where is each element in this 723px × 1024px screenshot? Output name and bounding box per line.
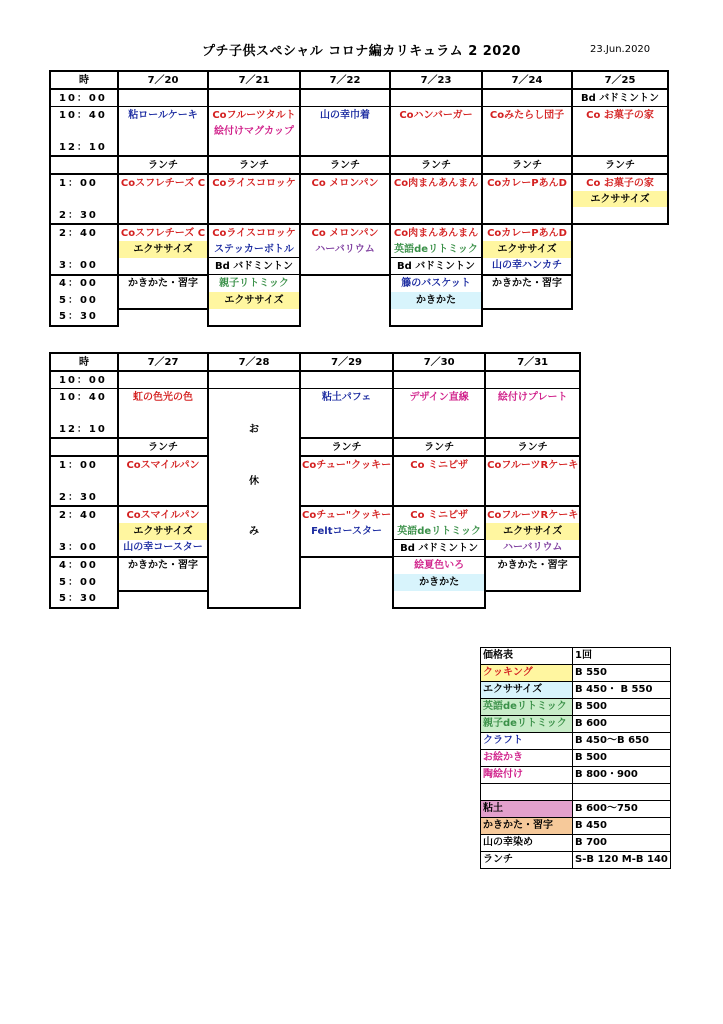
cell: Bd バドミントン bbox=[390, 258, 482, 275]
schedule-week2 bbox=[49, 352, 581, 609]
cell: Co肉まんあんまん bbox=[390, 174, 482, 191]
cell: CoフルーツRケーキ bbox=[485, 506, 580, 523]
cell: Coスマイルパン bbox=[118, 506, 208, 523]
cell: エクササイズ bbox=[118, 241, 208, 258]
price-value: B 600〜750 bbox=[573, 801, 671, 818]
date-header: 7／21 bbox=[208, 71, 300, 89]
cell: Feltコースター bbox=[300, 523, 393, 540]
cell: Coライスコロッケ bbox=[208, 174, 300, 191]
time-label: 12：10 bbox=[50, 421, 118, 438]
cell: デザイン直線 bbox=[393, 389, 485, 406]
time-label: 2：30 bbox=[50, 207, 118, 224]
price-item: 陶絵付け bbox=[481, 767, 573, 784]
cell: かきかた・習字 bbox=[118, 275, 208, 292]
holiday-char: お bbox=[208, 421, 300, 438]
page-title: プチ子供スペシャル コロナ編カリキュラム 2 2020 bbox=[202, 44, 521, 59]
date-header: 7／20 bbox=[118, 71, 208, 89]
cell: Co メロンパン bbox=[300, 224, 390, 241]
time-label: 5：30 bbox=[50, 591, 118, 608]
price-item: ランチ bbox=[481, 852, 573, 869]
cell: 山の幸ハンカチ bbox=[482, 258, 572, 275]
cell: Co お菓子の家 bbox=[572, 107, 668, 124]
price-item: クラフト bbox=[481, 733, 573, 750]
price-item: 英語deリトミック bbox=[481, 699, 573, 716]
cell: Coスフレチーズ C bbox=[118, 224, 208, 241]
price-item: 粘土 bbox=[481, 801, 573, 818]
cell: Bd バドミントン bbox=[208, 258, 300, 275]
date-header: 7／24 bbox=[482, 71, 572, 89]
date-header: 7／30 bbox=[393, 353, 485, 371]
price-value bbox=[573, 784, 671, 801]
lunch-label: ランチ bbox=[208, 156, 300, 174]
lunch-label: ランチ bbox=[572, 156, 668, 174]
price-value: B 450〜B 650 bbox=[573, 733, 671, 750]
date-header: 7／25 bbox=[572, 71, 668, 89]
time-label: 5：00 bbox=[50, 574, 118, 591]
time-header: 時 bbox=[50, 71, 118, 89]
cell: Coチュー"クッキー bbox=[300, 456, 393, 473]
time-label: 1：00 bbox=[50, 174, 118, 191]
price-value: B 700 bbox=[573, 835, 671, 852]
time-label: 2：40 bbox=[50, 506, 118, 523]
time-label: 1：00 bbox=[50, 456, 118, 473]
header-row bbox=[50, 71, 668, 89]
date-header: 7／31 bbox=[485, 353, 580, 371]
time-label: 12：10 bbox=[50, 139, 118, 156]
time-label: 10：40 bbox=[50, 389, 118, 406]
cell: Bd バドミントン bbox=[393, 540, 485, 557]
holiday-char: 休 bbox=[208, 473, 300, 489]
cell: Co お菓子の家 bbox=[572, 174, 668, 191]
time-label: 10：00 bbox=[50, 89, 118, 107]
cell: かきかた bbox=[390, 292, 482, 309]
time-label: 3：00 bbox=[50, 540, 118, 557]
schedule-week1 bbox=[49, 70, 669, 327]
price-value: B 800・900 bbox=[573, 767, 671, 784]
cell: 粘土パフェ bbox=[300, 389, 393, 406]
time-label: 2：40 bbox=[50, 224, 118, 241]
cell: Coライスコロッケ bbox=[208, 224, 300, 241]
cell: 山の幸コースター bbox=[118, 540, 208, 557]
cell: Co ミニピザ bbox=[393, 506, 485, 523]
price-header-label: 価格表 bbox=[481, 648, 573, 665]
price-item: 親子deリトミック bbox=[481, 716, 573, 733]
date-header: 7／29 bbox=[300, 353, 393, 371]
cell: 絵付けプレート bbox=[485, 389, 580, 406]
time-label: 4：00 bbox=[50, 275, 118, 292]
cell: ステッカーボトル bbox=[208, 241, 300, 258]
time-label: 3：00 bbox=[50, 258, 118, 275]
cell: Bd バドミントン bbox=[572, 89, 668, 107]
cell: かきかた・習字 bbox=[118, 557, 208, 574]
price-item bbox=[481, 784, 573, 801]
cell: Coハンバーガー bbox=[390, 107, 482, 124]
cell: エクササイズ bbox=[118, 523, 208, 540]
price-item: クッキング bbox=[481, 665, 573, 682]
cell: エクササイズ bbox=[482, 241, 572, 258]
cell: かきかた・習字 bbox=[485, 557, 580, 574]
cell: 英語deリトミック bbox=[390, 241, 482, 258]
time-label: 2：30 bbox=[50, 489, 118, 506]
cell: 山の幸巾着 bbox=[300, 107, 390, 124]
price-value: B 600 bbox=[573, 716, 671, 733]
cell: CoカレーPあんD bbox=[482, 174, 572, 191]
lunch-label: ランチ bbox=[118, 156, 208, 174]
price-table bbox=[480, 647, 671, 869]
price-value: B 450 bbox=[573, 818, 671, 835]
lunch-label: ランチ bbox=[118, 438, 208, 456]
cell: ハーバリウム bbox=[485, 540, 580, 557]
price-value: S-B 120 M-B 140 bbox=[573, 852, 671, 869]
cell: Coチュー"クッキー bbox=[300, 506, 393, 523]
cell: 親子リトミック bbox=[208, 275, 300, 292]
price-header-unit: 1回 bbox=[573, 648, 671, 665]
time-header: 時 bbox=[50, 353, 118, 371]
cell: 絵夏色いろ bbox=[393, 557, 485, 574]
lunch-label: ランチ bbox=[300, 438, 393, 456]
document-date: 23.Jun.2020 bbox=[590, 44, 651, 55]
cell: CoカレーPあんD bbox=[482, 224, 572, 241]
lunch-label: ランチ bbox=[390, 156, 482, 174]
cell: エクササイズ bbox=[208, 292, 300, 309]
price-value: B 550 bbox=[573, 665, 671, 682]
cell: Co メロンパン bbox=[300, 174, 390, 191]
price-item: 山の幸染め bbox=[481, 835, 573, 852]
cell: エクササイズ bbox=[572, 191, 668, 207]
date-header: 7／22 bbox=[300, 71, 390, 89]
header-row bbox=[50, 353, 580, 371]
time-label: 10：40 bbox=[50, 107, 118, 124]
cell: Co ミニピザ bbox=[393, 456, 485, 473]
cell: 英語deリトミック bbox=[393, 523, 485, 540]
price-value: B 450・ B 550 bbox=[573, 682, 671, 699]
cell: 籐のバスケット bbox=[390, 275, 482, 292]
price-value: B 500 bbox=[573, 699, 671, 716]
lunch-label: ランチ bbox=[393, 438, 485, 456]
date-header: 7／28 bbox=[208, 353, 300, 371]
time-label: 10：00 bbox=[50, 371, 118, 389]
time-label: 5：00 bbox=[50, 292, 118, 309]
cell: Co肉まんあんまん bbox=[390, 224, 482, 241]
lunch-label: ランチ bbox=[485, 438, 580, 456]
holiday-char: み bbox=[208, 523, 300, 540]
price-value: B 500 bbox=[573, 750, 671, 767]
cell: Coスマイルパン bbox=[118, 456, 208, 473]
cell: ハーバリウム bbox=[300, 241, 390, 258]
cell: かきかた bbox=[393, 574, 485, 591]
price-item: かきかた・習字 bbox=[481, 818, 573, 835]
cell: 絵付けマグカップ bbox=[208, 123, 300, 139]
cell: かきかた・習字 bbox=[482, 275, 572, 292]
cell: Coフルーツタルト bbox=[208, 107, 300, 124]
cell: Coみたらし団子 bbox=[482, 107, 572, 124]
date-header: 7／23 bbox=[390, 71, 482, 89]
lunch-label: ランチ bbox=[300, 156, 390, 174]
price-item: お絵かき bbox=[481, 750, 573, 767]
cell: CoフルーツRケーキ bbox=[485, 456, 580, 473]
time-label: 4：00 bbox=[50, 557, 118, 574]
lunch-label: ランチ bbox=[482, 156, 572, 174]
price-item: エクササイズ bbox=[481, 682, 573, 699]
cell: Coスフレチーズ C bbox=[118, 174, 208, 191]
cell: 粘ロールケーキ bbox=[118, 107, 208, 124]
cell: 虹の色光の色 bbox=[118, 389, 208, 406]
cell: エクササイズ bbox=[485, 523, 580, 540]
time-label: 5：30 bbox=[50, 309, 118, 326]
date-header: 7／27 bbox=[118, 353, 208, 371]
